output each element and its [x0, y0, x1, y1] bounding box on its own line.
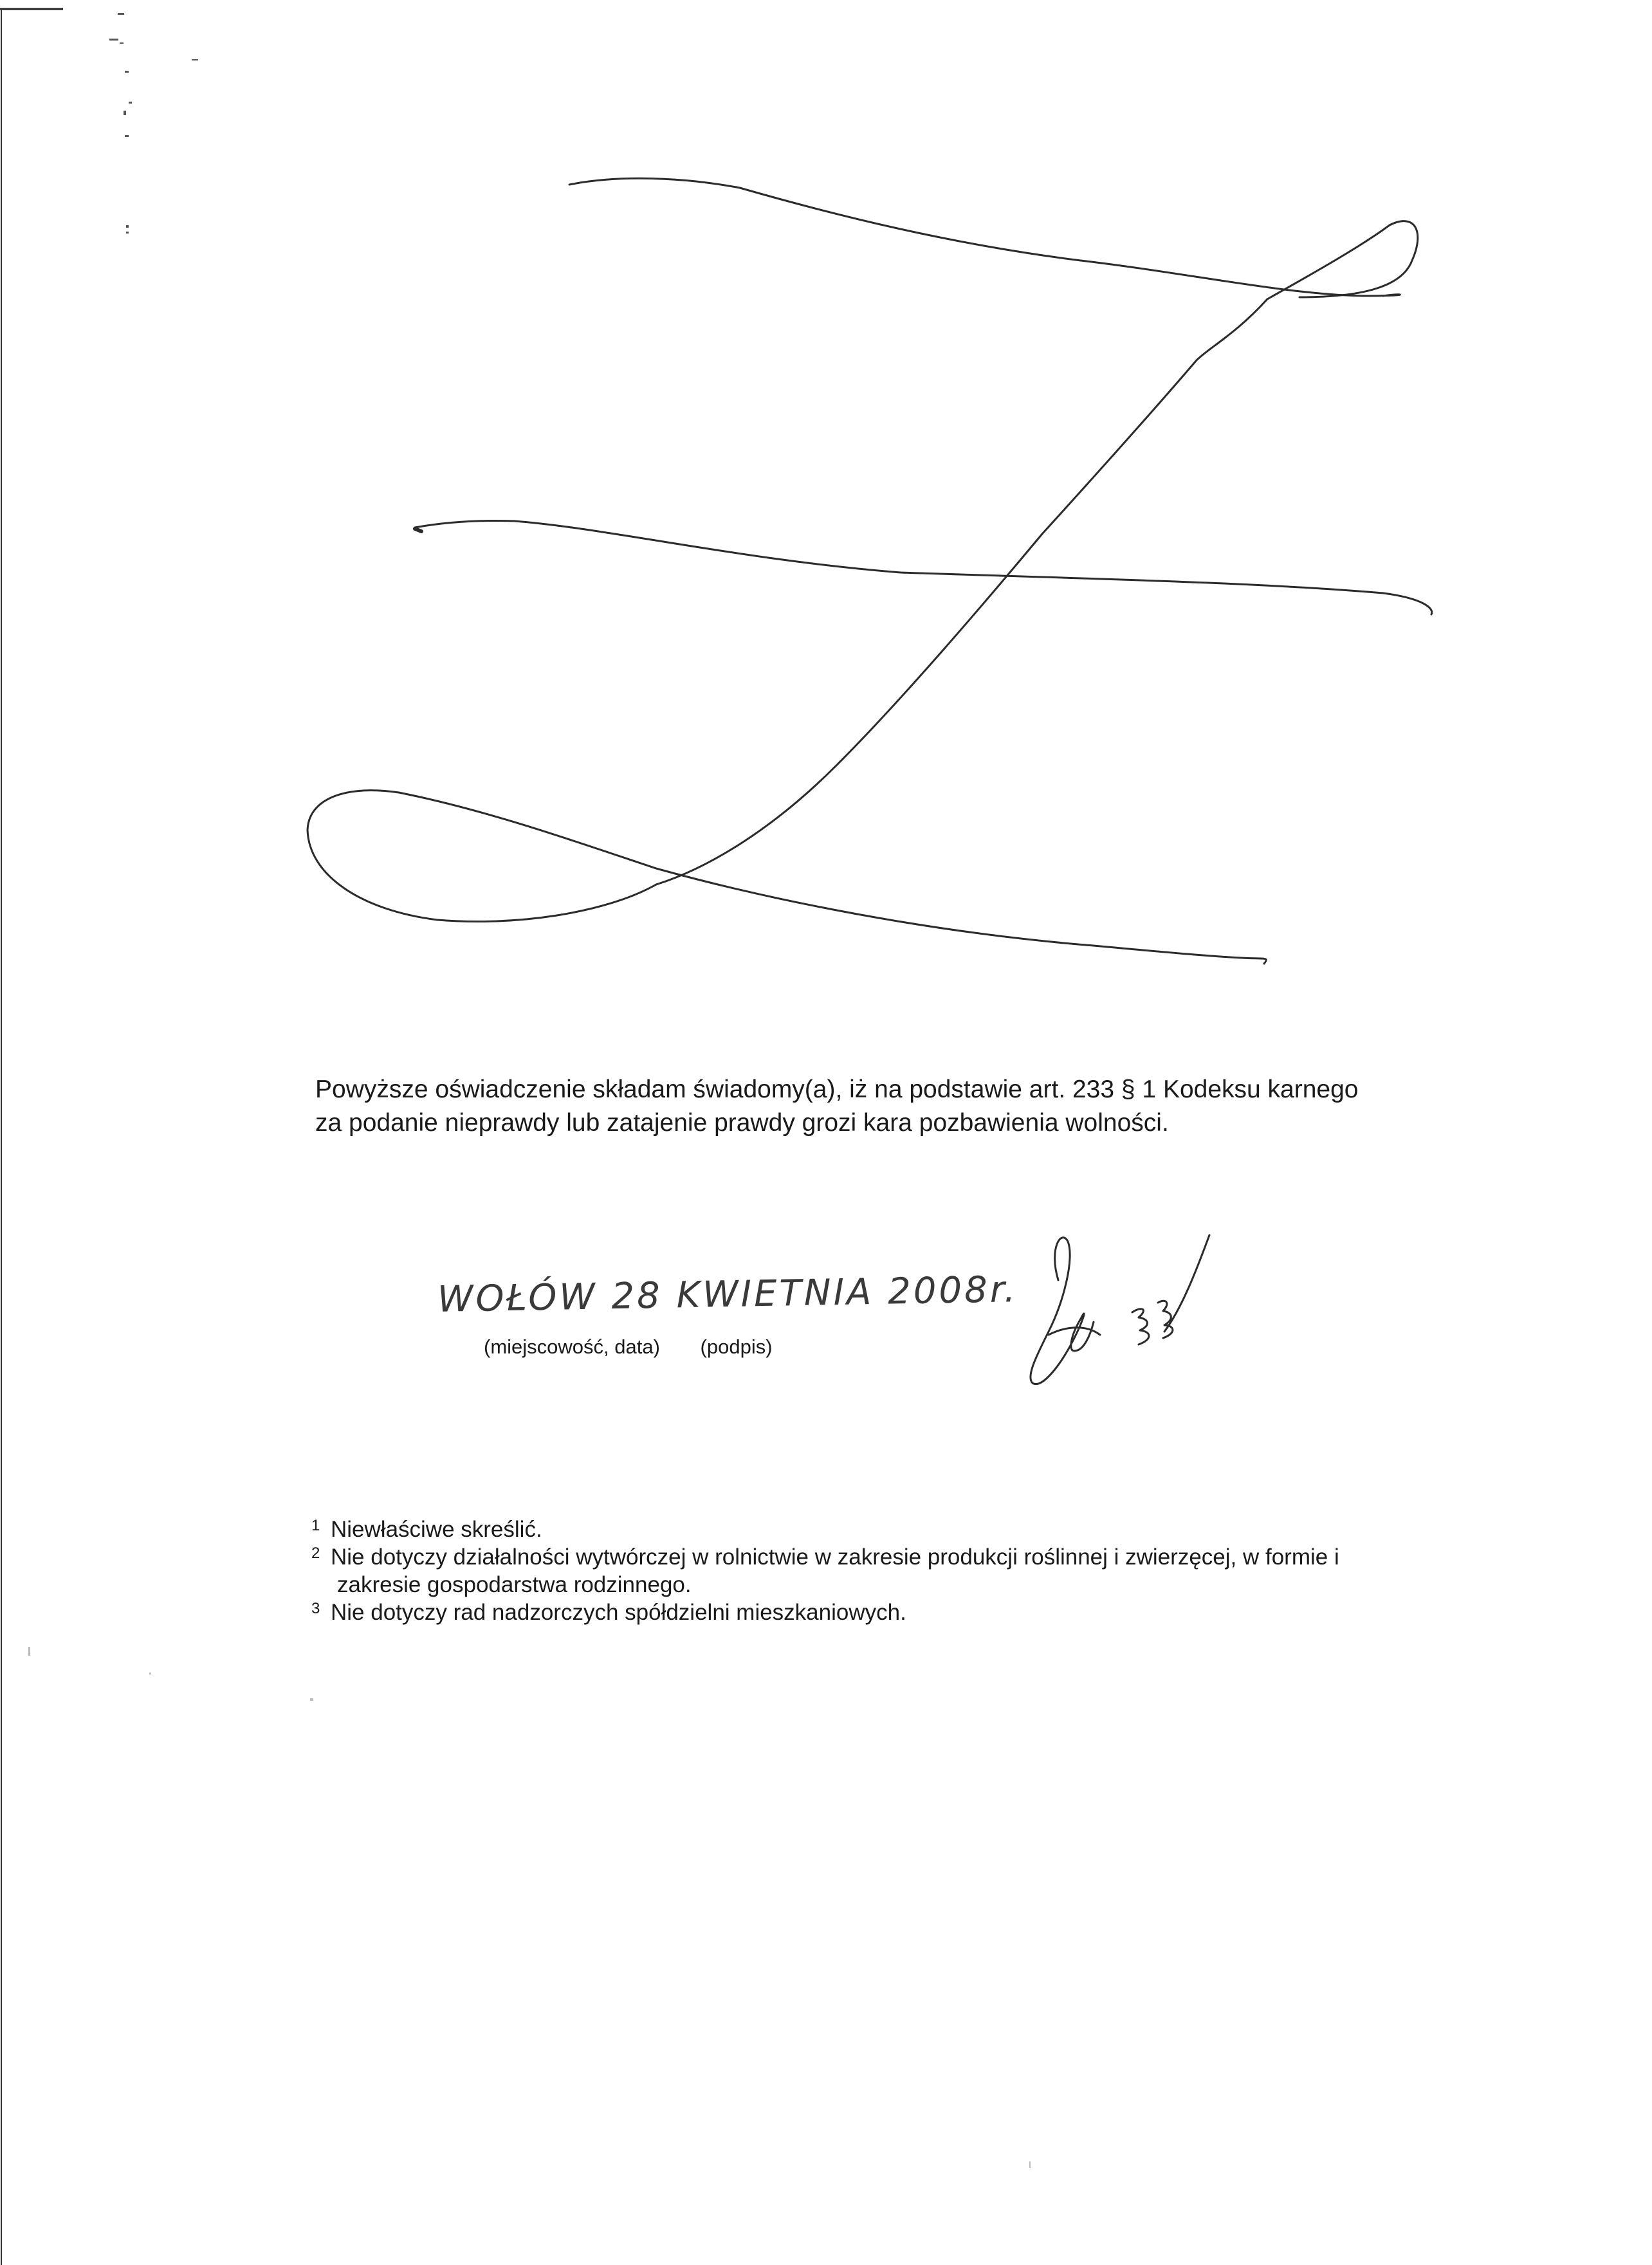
- place-date-label: (miejscowość, data): [484, 1335, 660, 1358]
- footnote-text: Nie dotyczy rad nadzorczych spółdzielni mieszkaniowych.: [331, 1600, 906, 1625]
- footnote-text-continued: zakresie gospodarstwa rodzinnego.: [337, 1572, 692, 1597]
- signature-label: (podpis): [700, 1335, 773, 1358]
- handwritten-place-date: WOŁÓW 28 KWIETNIA 2008r.: [437, 1269, 1018, 1321]
- footnote-mark: 1: [311, 1517, 320, 1534]
- footnote-text: Nie dotyczy działalności wytwórczej w rolnictwie w zakresie produkcji roślinnej i zwierzęcej, w formie i: [331, 1545, 1339, 1570]
- statement-line-1: Powyższe oświadczenie składam świadomy(a), iż na podstawie art. 233 § 1 Kodeksu karnego: [315, 1076, 1359, 1103]
- footnote-mark: 2: [311, 1545, 320, 1562]
- footnote-text: Niewłaściwe skreślić.: [331, 1517, 542, 1542]
- footnote-mark: 3: [311, 1600, 320, 1617]
- statement-line-2: za podanie nieprawdy lub zatajenie prawdy grozi kara pozbawienia wolności.: [315, 1109, 1169, 1137]
